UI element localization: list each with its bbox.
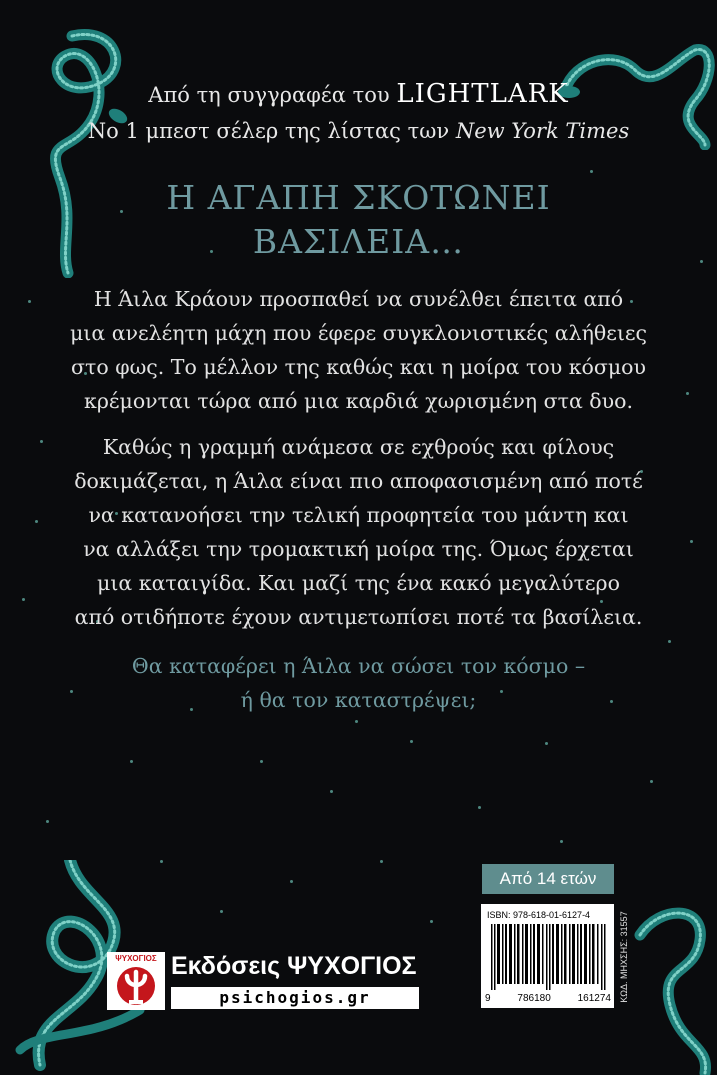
psi-logo-icon xyxy=(107,952,165,1010)
blurb-line: να αλλάξει την τρομακτική μοίρα της. Όμως έρχεται xyxy=(83,537,634,561)
barcode-digits xyxy=(485,993,611,1004)
barcode-bars xyxy=(491,924,607,990)
blurb-line: από οτιδήποτε έχουν αντιμετωπίσει ποτέ τα βασίλεια. xyxy=(74,605,643,629)
publisher-block xyxy=(107,952,419,1010)
barcode-digit-group: 786180 xyxy=(517,993,551,1004)
isbn-text: ISBN: 978-618-01-6127-4 xyxy=(487,910,591,920)
question-line: Θα καταφέρει η Άιλα να σώσει τον κόσμο – xyxy=(131,654,586,678)
product-code xyxy=(612,912,636,1008)
blurb-paragraph-1 xyxy=(58,282,659,418)
product-code-text: ΚΩΔ. ΜΗΧΣΗΣ: 31557 xyxy=(619,911,629,1003)
blurb-line: στο φως. Το μέλλον της καθώς και η μοίρα του κόσμου xyxy=(71,355,646,379)
publisher-name: Εκδόσεις ΨΥΧΟΓΙΟΣ xyxy=(171,952,417,980)
question-line: ή θα τον καταστρέψει; xyxy=(240,688,477,712)
headline-line-1: Η ΑΓΑΠΗ ΣΚΟΤΩΝΕΙ xyxy=(166,178,551,217)
bestseller-prefix: Νο 1 μπεστ σέλερ της λίστας των xyxy=(87,119,450,143)
barcode-digit-group: 9 xyxy=(485,993,491,1004)
blurb-paragraph-2 xyxy=(58,430,659,634)
blurb-line: κρέμονται τώρα από μια καρδιά χωρισμένη στα δυο. xyxy=(84,389,633,413)
closing-question xyxy=(58,649,659,717)
publisher-url: psichogios.gr xyxy=(171,987,419,1009)
lightlark-brand: LIGHTLARK xyxy=(396,79,569,109)
blurb-line: μια ανελέητη μάχη που έφερε συγκλονιστικές αλήθειες xyxy=(69,321,648,345)
barcode-panel xyxy=(481,904,614,1008)
blurb-line: μια καταιγίδα. Και μαζί της ένα κακό μεγαλύτερο xyxy=(97,571,620,595)
headline-line-2: ΒΑΣΙΛΕΙΑ… xyxy=(252,222,465,261)
headline xyxy=(0,176,717,264)
publisher-logo-text: ΨΥΧΟΓΙΟΣ xyxy=(115,954,157,963)
author-lines xyxy=(0,76,717,149)
blurb-line: Καθώς η γραμμή ανάμεσα σε εχθρούς και φίλους xyxy=(102,435,615,459)
blurb-line: δοκιμάζεται, η Άιλα είναι πιο αποφασισμένη από ποτέ xyxy=(74,469,643,493)
blurb-line: να κατανοήσει την τελική προφητεία του μάντη και xyxy=(88,503,629,527)
publisher-logo xyxy=(107,952,165,1010)
bestseller-line xyxy=(0,113,717,149)
bestseller-list: New York Times xyxy=(455,119,630,143)
author-line-prefix: Από τη συγγραφέα του xyxy=(148,83,390,107)
blurb-line: Η Άιλα Κράουν προσπαθεί να συνέλθει έπειτα από xyxy=(93,287,624,311)
barcode-digit-group: 161274 xyxy=(577,993,611,1004)
age-badge: Από 14 ετών xyxy=(482,864,614,894)
author-line xyxy=(0,76,717,113)
